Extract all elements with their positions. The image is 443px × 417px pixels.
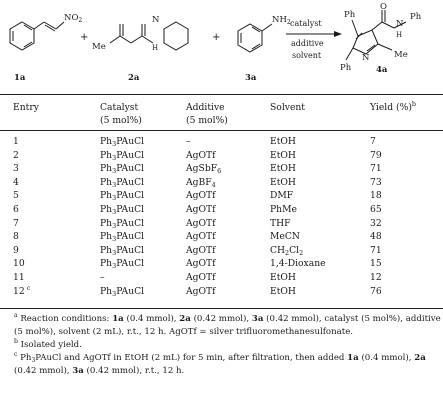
cell-additive: AgOTf (186, 272, 216, 283)
table-row (0, 285, 443, 299)
table-row (0, 162, 443, 176)
cell-additive: AgOTf (186, 231, 216, 243)
header-entry: Entry (13, 102, 39, 113)
cell-catalyst: $Ph_3PAuCl$ (100, 136, 145, 148)
nitro-group-label: $NO_2$ (64, 13, 83, 24)
cell-additive: AgOTf (186, 285, 216, 297)
footnote-c: $^c$ $Ph_3PAuCl$ and AgOTf in EtOH (2 mL) for 5 min, after filtration, then added 1a (0.4 mmol), 2a (0.42 mmol), 3a (0.42 mmol), r.t., 12 h. (14, 351, 426, 376)
cell-additive: AgOTf (186, 204, 216, 215)
compound-label-2a: 2a (128, 73, 140, 83)
table-top-rule (0, 94, 443, 95)
cell-catalyst: $Ph_3PAuCl$ (100, 204, 145, 216)
cell-solvent: EtOH (270, 136, 296, 147)
table-row (0, 244, 443, 258)
cell-additive: AgOTf (186, 258, 216, 270)
table-header-rule (0, 130, 443, 131)
cell-entry: 2 (13, 149, 19, 161)
product-pyrrole-n-label: N (362, 53, 370, 63)
cell-solvent: $CH_2Cl_2$ (270, 244, 304, 257)
table-row (0, 176, 443, 190)
cell-yield: 18 (370, 190, 382, 202)
cell-yield: 71 (370, 163, 382, 175)
compound-label-4a: 4a (376, 65, 388, 75)
product-amide-phenyl-label: Ph (410, 12, 422, 22)
product-amide-n-label: N (396, 19, 404, 29)
cell-catalyst: $Ph_3PAuCl$ (100, 149, 145, 162)
plus-sign-1: + (80, 32, 89, 43)
header-yield: Yield (%)$^b$ (370, 100, 417, 113)
cell-additive: AgOTf (186, 190, 216, 202)
cell-yield: 12 (370, 272, 382, 283)
cell-entry: 1 (13, 136, 19, 147)
footnote-a: $^a$ Reaction conditions: 1a (0.4 mmol), 2a (0.42 mmol), 3a (0.42 mmol), catalyst (5 mol%), additive (5 mol%), solvent (2 mL), r.t., 12 h. AgOTf = silver trifluoromethanesulfonate. (14, 312, 441, 337)
cell-catalyst: $Ph_3PAuCl$ (100, 258, 145, 271)
table-row (0, 217, 443, 231)
table-row (0, 135, 443, 149)
condition-catalyst: catalyst (290, 19, 322, 28)
cell-catalyst: $Ph_3PAuCl$ (100, 217, 145, 230)
footnote-b: $^b$ Isolated yield. (14, 338, 82, 350)
header-additive: Additive (5 mol%) (186, 102, 228, 126)
table-row (0, 203, 443, 217)
cell-yield: 79 (370, 149, 382, 161)
product-phenyl-top-label: Ph (344, 10, 356, 20)
cell-entry: 10 (13, 258, 25, 270)
table-row (0, 257, 443, 271)
reaction-arrow-head (334, 31, 342, 37)
table-row (0, 189, 443, 203)
product-n-phenyl-label: Ph (340, 63, 352, 73)
header-catalyst: Catalyst (5 mol%) (100, 102, 142, 126)
cell-yield: 76 (370, 285, 382, 297)
cell-yield: 7 (370, 136, 376, 147)
cell-entry: 6 (13, 204, 19, 215)
cell-solvent: 1,4-Dioxane (270, 258, 326, 270)
cell-additive: – (186, 136, 191, 147)
cell-yield: 32 (370, 217, 382, 229)
cell-catalyst: $Ph_3PAuCl$ (100, 163, 145, 176)
cell-catalyst: $Ph_3PAuCl$ (100, 244, 145, 257)
compound-3a-benzene-ring (238, 24, 262, 52)
cell-yield: 65 (370, 204, 382, 215)
cell-entry: 7 (13, 217, 19, 229)
cell-catalyst: $Ph_3PAuCl$ (100, 231, 145, 244)
cell-solvent: EtOH (270, 163, 296, 175)
product-carbonyl-o-label: O (380, 2, 387, 12)
cell-additive: AgOTf (186, 217, 216, 229)
table-row (0, 149, 443, 163)
cell-solvent: EtOH (270, 285, 296, 297)
amide-h-label: H (152, 44, 159, 52)
cell-additive: AgBF$_4$ (186, 176, 216, 189)
cell-entry: 3 (13, 163, 19, 175)
compound-label-1a: 1a (14, 73, 26, 83)
table-row (0, 271, 443, 285)
condition-solvent: solvent (292, 51, 322, 60)
cell-yield: 71 (370, 244, 382, 256)
table-footnotes (0, 313, 443, 378)
condition-additive: additive (291, 39, 324, 48)
reaction-scheme (0, 0, 443, 92)
cell-catalyst: $Ph_3PAuCl$ (100, 285, 145, 298)
cell-solvent: EtOH (270, 176, 296, 188)
cell-solvent: EtOH (270, 149, 296, 161)
cell-entry: 12 $^c$ (13, 283, 31, 297)
cell-additive: AgOTf (186, 244, 216, 256)
amine-label: $NH_2$ (272, 15, 291, 26)
cell-catalyst: – (100, 272, 105, 283)
compound-1a-benzene-ring (10, 22, 34, 50)
cell-yield: 73 (370, 176, 382, 188)
cell-solvent: EtOH (270, 272, 296, 283)
amide-nitrogen-label: N (152, 15, 160, 25)
product-amide-h-label: H (396, 31, 403, 39)
cell-entry: 8 (13, 231, 19, 243)
product-methyl-label: Me (394, 50, 408, 60)
compound-label-3a: 3a (245, 73, 257, 83)
cell-catalyst: $Ph_3PAuCl$ (100, 176, 145, 189)
cell-solvent: PhMe (270, 204, 297, 215)
cell-entry: 5 (13, 190, 19, 202)
cell-catalyst: $Ph_3PAuCl$ (100, 190, 145, 203)
cell-additive: AgOTf (186, 149, 216, 161)
cell-additive: AgSbF$_6$ (186, 163, 222, 176)
plus-sign-2: + (212, 32, 221, 43)
cell-entry: 9 (13, 244, 19, 256)
header-solvent: Solvent (270, 102, 306, 113)
methyl-label: Me (92, 42, 106, 52)
cell-solvent: DMF (270, 190, 294, 202)
table-bottom-rule (0, 308, 443, 309)
cell-entry: 4 (13, 176, 19, 188)
cell-entry: 11 (13, 272, 25, 283)
cell-solvent: THF (270, 217, 291, 229)
table-row (0, 230, 443, 244)
cell-yield: 48 (370, 231, 382, 243)
cell-solvent: MeCN (270, 231, 300, 243)
cell-yield: 15 (370, 258, 382, 270)
